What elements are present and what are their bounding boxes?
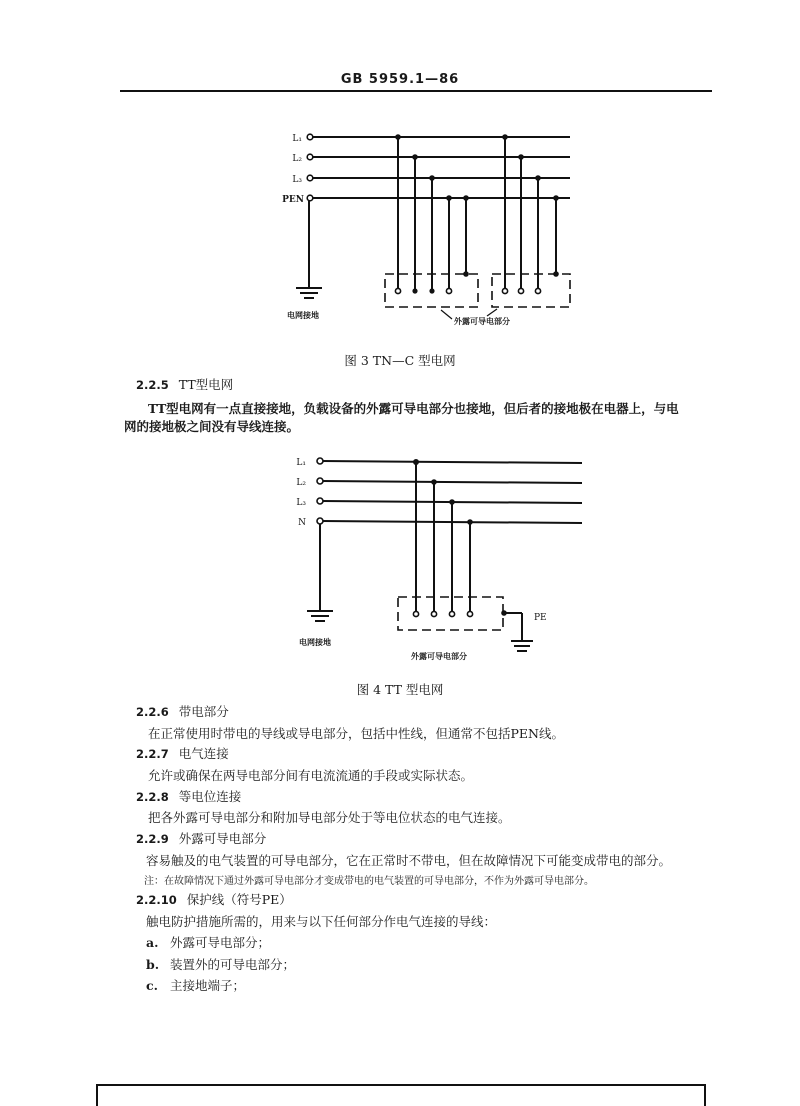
- figure-4-caption: 图 4 TT 型电网: [356, 682, 444, 697]
- label-l2: L₂: [292, 154, 302, 164]
- section-number: 2.2.8: [136, 790, 169, 804]
- section-2-2-9-body: 容易触及的电气装置的可导电部分，它在正常时不带电，但在故障情况下可能变成带电的部分。: [146, 853, 672, 868]
- section-number: 2.2.7: [136, 747, 169, 761]
- section-2-2-10-heading: [136, 890, 292, 908]
- section-title: 电气连接: [178, 746, 229, 761]
- label-l1: L₁: [292, 134, 302, 144]
- label-grid-ground: 电网接地: [287, 310, 319, 320]
- section-2-2-10-body: 触电防护措施所需的，用来与以下任何部分作电气连接的导线：: [146, 914, 497, 929]
- section-2-2-5-body-line-1: TT型电网有一点直接接地，负载设备的外露可导电部分也接地，但后者的接地极在电器上，与电: [148, 401, 679, 416]
- list-item: [146, 955, 295, 973]
- list-text: 主接地端子；: [170, 978, 246, 993]
- label-exposed-parts: 外露可导电部分: [454, 316, 510, 326]
- section-title: TT型电网: [178, 377, 234, 392]
- section-2-2-6-heading: [136, 702, 229, 720]
- section-title: 带电部分: [178, 704, 229, 719]
- label-pe: PE: [534, 613, 547, 623]
- list-item: [146, 976, 245, 994]
- figure-3-caption: 图 3 TN—C 型电网: [344, 353, 456, 368]
- section-2-2-9-heading: [136, 829, 266, 847]
- standard-code: GB 5959.1—86: [340, 72, 460, 87]
- section-title: 保护线（符号PE）: [186, 892, 292, 907]
- list-text: 外露可导电部分；: [170, 935, 271, 950]
- section-number: 2.2.9: [136, 832, 169, 846]
- section-2-2-8-heading: [136, 787, 241, 805]
- label-l3: L₃: [296, 498, 306, 508]
- section-number: 2.2.5: [136, 378, 169, 392]
- label-l1: L₁: [296, 458, 306, 468]
- footer-frame: [96, 1084, 706, 1106]
- section-2-2-8-body: 把各外露可导电部分和附加导电部分处于等电位状态的电气连接。: [148, 810, 511, 825]
- section-number: 2.2.10: [136, 893, 177, 907]
- label-pen: PEN: [282, 195, 304, 205]
- list-marker: c.: [146, 978, 158, 993]
- section-2-2-7-body: 允许或确保在两导电部分间有电流流通的手段或实际状态。: [148, 768, 474, 783]
- list-marker: b.: [146, 957, 160, 972]
- section-title: 外露可导电部分: [178, 831, 267, 846]
- section-title: 等电位连接: [178, 789, 242, 804]
- section-2-2-5-body-line-2: 网的接地极之间没有导线连接。: [124, 419, 300, 434]
- section-number: 2.2.6: [136, 705, 169, 719]
- section-2-2-9-note: 注：在故障情况下通过外露可导电部分才变成带电的电气装置的可导电部分，不作为外露可导电部分。: [144, 876, 594, 887]
- section-2-2-6-body: 在正常使用时带电的导线或导电部分，包括中性线，但通常不包括PEN线。: [148, 726, 564, 741]
- label-n: N: [298, 518, 306, 528]
- list-text: 装置外的可导电部分；: [170, 957, 296, 972]
- label-grid-ground: 电网接地: [299, 637, 331, 647]
- label-l2: L₂: [296, 478, 306, 488]
- list-item: [146, 933, 270, 951]
- list-marker: a.: [146, 935, 159, 950]
- label-exposed-parts: 外露可导电部分: [411, 651, 467, 661]
- section-2-2-7-heading: [136, 744, 229, 762]
- label-l3: L₃: [292, 175, 302, 185]
